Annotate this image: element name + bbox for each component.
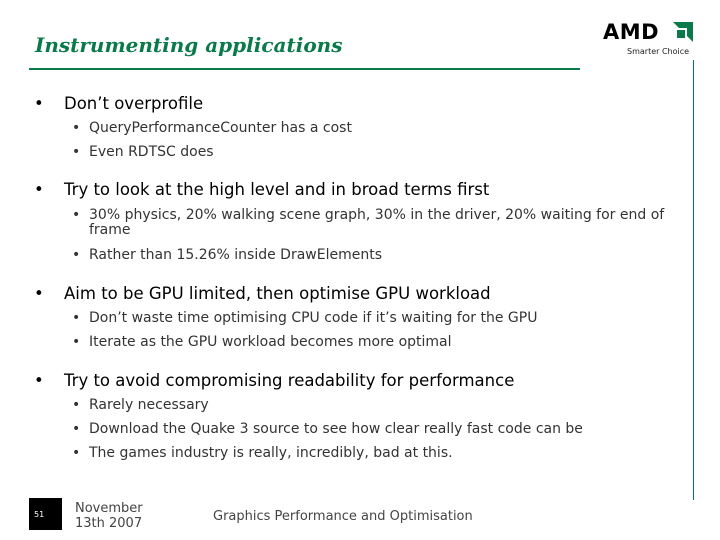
sub-bullet-dot: • <box>72 120 81 136</box>
bullet-text: Try to look at the high level and in broad terms first <box>64 180 490 199</box>
bullet-text: Aim to be GPU limited, then optimise GPU workload <box>64 284 491 303</box>
sub-bullet-text: Download the Quake 3 source to see how clear really fast code can be <box>89 421 583 437</box>
sub-bullet-text: Rather than 15.26% inside DrawElements <box>89 247 382 263</box>
bullet-dot: • <box>34 94 44 113</box>
amd-arrow-icon <box>673 22 693 42</box>
slide-number: 51 <box>34 510 45 519</box>
sub-bullet-text: The games industry is really, incredibly, bad at this. <box>89 445 453 461</box>
sub-bullet-dot: • <box>72 207 81 223</box>
bullet-dot: • <box>34 371 44 390</box>
footer-presentation-title: Graphics Performance and Optimisation <box>213 509 473 524</box>
bullet-dot: • <box>34 180 44 199</box>
sub-bullet-text: Don’t waste time optimising CPU code if it’s waiting for the GPU <box>89 310 538 326</box>
right-border-line <box>693 60 694 500</box>
sub-bullet-dot: • <box>72 144 81 160</box>
bullet-text: Don’t overprofile <box>64 94 204 113</box>
logo-tagline: Smarter Choice <box>627 47 690 56</box>
sub-bullet-text: Iterate as the GPU workload becomes more optimal <box>89 334 452 350</box>
slide-title: Instrumenting applications <box>35 33 343 57</box>
bullet-text: Try to avoid compromising readability for performance <box>64 371 515 390</box>
sub-bullet-text: QueryPerformanceCounter has a cost <box>89 120 352 136</box>
bullet-dot: • <box>34 284 44 303</box>
sub-bullet-dot: • <box>72 310 81 326</box>
amd-logo <box>603 20 695 60</box>
sub-bullet-dot: • <box>72 421 81 437</box>
sub-bullet-dot: • <box>72 397 81 413</box>
sub-bullet-dot: • <box>72 247 81 263</box>
sub-bullet-text: Even RDTSC does <box>89 144 214 160</box>
logo-wordmark: AMD <box>603 20 660 44</box>
sub-bullet-dot: • <box>72 334 81 350</box>
sub-bullet-text: 30% physics, 20% walking scene graph, 30% in the driver, 20% waiting for end of frame <box>89 207 665 238</box>
sub-bullet-text: Rarely necessary <box>89 397 209 413</box>
sub-bullet-dot: • <box>72 445 81 461</box>
title-underline <box>29 68 580 70</box>
footer-date: November 13th 2007 <box>75 501 143 531</box>
